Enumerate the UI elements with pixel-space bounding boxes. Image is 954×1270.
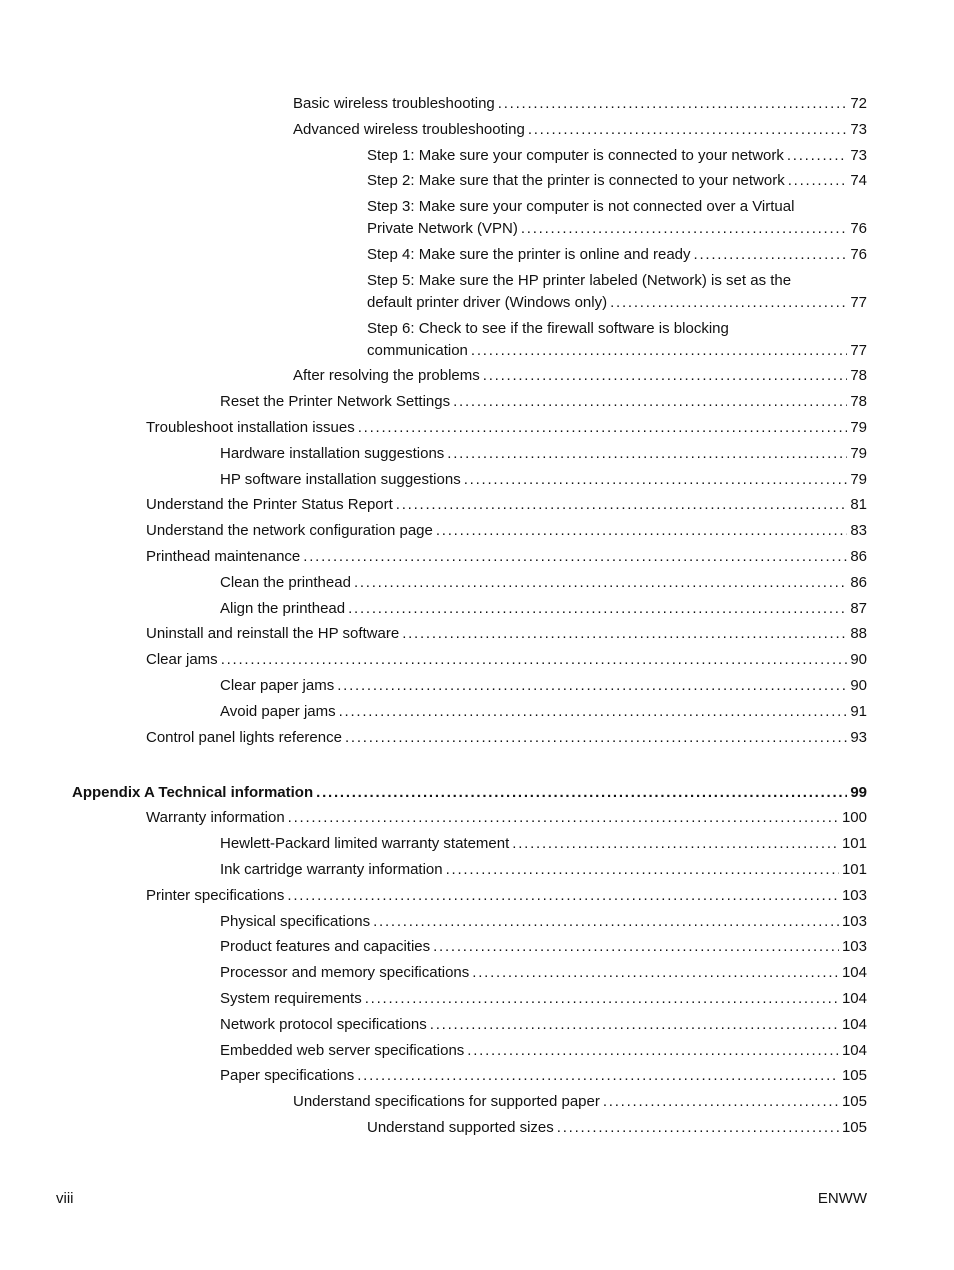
dot-leader xyxy=(348,598,847,620)
toc-entry-title: Align the printhead xyxy=(220,599,346,617)
toc-entry[interactable] xyxy=(146,649,867,671)
toc-page-number: 105 xyxy=(841,1118,867,1136)
toc-entry[interactable] xyxy=(220,833,867,855)
dot-leader xyxy=(287,885,839,907)
toc-page-number: 105 xyxy=(841,1067,867,1085)
toc-entry-title: Product features and capacities xyxy=(220,938,431,956)
dot-leader xyxy=(472,962,839,984)
toc-entry[interactable] xyxy=(220,598,867,620)
dot-leader xyxy=(528,119,848,141)
toc-entry-title: Step 1: Make sure your computer is connected to your network xyxy=(367,146,784,164)
toc-page-number: 81 xyxy=(850,496,867,514)
toc-entry[interactable] xyxy=(220,988,867,1010)
toc-page-number: 74 xyxy=(850,172,867,190)
dot-leader xyxy=(221,649,848,671)
toc-page-number: 104 xyxy=(841,964,867,982)
toc-page-number: 79 xyxy=(850,444,867,462)
toc-entry-title: HP software installation suggestions xyxy=(220,470,461,488)
dot-leader xyxy=(430,1014,839,1036)
dot-leader xyxy=(610,292,847,314)
dot-leader xyxy=(402,623,847,645)
toc-page-number: 73 xyxy=(850,120,867,138)
toc-entry[interactable] xyxy=(146,885,867,907)
toc-entry-title: Clean the printhead xyxy=(220,573,351,591)
toc-page-number: 99 xyxy=(850,783,867,801)
dot-leader xyxy=(521,218,847,240)
toc-entry-title: default printer driver (Windows only) xyxy=(367,293,608,311)
toc-page-number: 87 xyxy=(850,599,867,617)
toc-entry[interactable] xyxy=(293,93,867,115)
toc-entry-title: Paper specifications xyxy=(220,1067,355,1085)
toc-page-number: 77 xyxy=(850,341,867,359)
toc-entry[interactable] xyxy=(146,494,867,516)
toc-page-number: 93 xyxy=(850,728,867,746)
toc-entry[interactable] xyxy=(293,365,867,387)
toc-page-number: 79 xyxy=(850,418,867,436)
toc-page-number: 88 xyxy=(850,625,867,643)
dot-leader xyxy=(373,911,839,933)
dot-leader xyxy=(446,859,839,881)
dot-leader xyxy=(436,520,847,542)
toc-page-number: 90 xyxy=(850,651,867,669)
toc-entry[interactable] xyxy=(220,443,867,465)
toc-page-number: 104 xyxy=(841,1015,867,1033)
toc-entry[interactable] xyxy=(146,727,867,749)
toc-entry[interactable] xyxy=(367,244,867,266)
dot-leader xyxy=(557,1117,839,1139)
toc-entry-title: Clear paper jams xyxy=(220,676,335,694)
toc-page-number: 90 xyxy=(850,676,867,694)
page-number-footer: viii xyxy=(56,1190,74,1207)
toc-page-number: 101 xyxy=(841,835,867,853)
toc-page-number: 100 xyxy=(841,809,867,827)
toc-entry[interactable] xyxy=(220,469,867,491)
toc-page-number: 105 xyxy=(841,1093,867,1111)
dot-leader xyxy=(447,443,847,465)
dot-leader xyxy=(345,727,847,749)
toc-page-number: 76 xyxy=(850,220,867,238)
toc-entry-title: Appendix A Technical information xyxy=(72,783,314,801)
toc-entry-title: Physical specifications xyxy=(220,912,371,930)
toc-entry[interactable] xyxy=(367,196,867,240)
toc-entry[interactable] xyxy=(367,318,867,362)
toc-entry-title: Uninstall and reinstall the HP software xyxy=(146,625,400,643)
document-code-footer: ENWW xyxy=(817,1190,867,1207)
toc-entry[interactable] xyxy=(367,1117,867,1139)
toc-entry[interactable] xyxy=(220,675,867,697)
toc-entry[interactable] xyxy=(146,623,867,645)
dot-leader xyxy=(464,469,848,491)
toc-entry[interactable] xyxy=(220,859,867,881)
toc-entry-title-line: Step 6: Check to see if the firewall software is blocking xyxy=(367,319,729,337)
toc-entry-title: Understand the Printer Status Report xyxy=(146,496,393,514)
toc-entry-title: Printer specifications xyxy=(146,886,285,904)
toc-entry-title-line: Step 3: Make sure your computer is not connected over a Virtual xyxy=(367,198,795,216)
toc-entry-title: Hewlett-Packard limited warranty statement xyxy=(220,835,510,853)
toc-page-number: 78 xyxy=(850,393,867,411)
toc-entry-title: Hardware installation suggestions xyxy=(220,444,445,462)
toc-entry-title: Control panel lights reference xyxy=(146,728,342,746)
toc-page-number: 91 xyxy=(850,702,867,720)
toc-entry[interactable] xyxy=(146,520,867,542)
dot-leader xyxy=(354,572,847,594)
toc-entry-title: Advanced wireless troubleshooting xyxy=(293,120,525,138)
toc-entry-title-line: Step 5: Make sure the HP printer labeled (Network) is set as the xyxy=(367,271,792,289)
toc-entry-title: After resolving the problems xyxy=(293,367,480,385)
dot-leader xyxy=(694,244,848,266)
toc-entry-title: Ink cartridge warranty information xyxy=(220,860,443,878)
toc-page-number: 103 xyxy=(841,938,867,956)
toc-page-number: 73 xyxy=(850,146,867,164)
toc-page-number: 77 xyxy=(850,293,867,311)
dot-leader xyxy=(453,391,847,413)
toc-entry-title: Step 2: Make sure that the printer is connected to your network xyxy=(367,172,785,190)
dot-leader xyxy=(396,494,848,516)
toc-entry[interactable] xyxy=(367,270,867,314)
toc-entry-title: Basic wireless troubleshooting xyxy=(293,95,495,112)
toc-page-number: 78 xyxy=(850,367,867,385)
toc-page-number: 86 xyxy=(850,547,867,565)
toc-entry-title: Processor and memory specifications xyxy=(220,964,470,982)
toc-page-number: 101 xyxy=(841,860,867,878)
dot-leader xyxy=(512,833,839,855)
dot-leader xyxy=(433,936,839,958)
dot-leader xyxy=(467,1040,839,1062)
toc-page-number: 86 xyxy=(850,573,867,591)
toc-entry-title: Step 4: Make sure the printer is online and ready xyxy=(367,245,691,263)
dot-leader xyxy=(303,546,847,568)
dot-leader xyxy=(365,988,839,1010)
toc-entry-title: communication xyxy=(367,341,468,359)
toc-entry-title: Understand supported sizes xyxy=(367,1118,554,1136)
toc-entry[interactable] xyxy=(72,782,867,804)
toc-entry[interactable] xyxy=(367,170,867,192)
toc-entry[interactable] xyxy=(220,936,867,958)
toc-entry[interactable] xyxy=(220,391,867,413)
dot-leader xyxy=(483,365,848,387)
toc-entry[interactable] xyxy=(146,807,867,829)
toc-entry-title: Understand specifications for supported paper xyxy=(293,1093,600,1111)
toc-page-number: 104 xyxy=(841,1041,867,1059)
toc-entry-title: Private Network (VPN) xyxy=(367,220,518,238)
dot-leader xyxy=(316,782,847,804)
toc-entry[interactable] xyxy=(220,911,867,933)
toc-page-number: 76 xyxy=(850,245,867,263)
toc-page-number: 83 xyxy=(850,522,867,540)
toc-entry-title: Embedded web server specifications xyxy=(220,1041,465,1059)
dot-leader xyxy=(357,1065,839,1087)
toc-page-number: 72 xyxy=(850,95,867,112)
toc-entry-title: Network protocol specifications xyxy=(220,1015,427,1033)
toc-entry[interactable] xyxy=(220,1014,867,1036)
dot-leader xyxy=(787,145,847,167)
dot-leader xyxy=(603,1091,839,1113)
toc-entry-title: Printhead maintenance xyxy=(146,547,301,565)
toc-entry[interactable] xyxy=(220,1065,867,1087)
dot-leader xyxy=(358,417,848,439)
dot-leader xyxy=(339,701,848,723)
dot-leader xyxy=(337,675,847,697)
toc-entry[interactable] xyxy=(220,1040,867,1062)
toc-entry[interactable] xyxy=(293,1091,867,1113)
toc-entry[interactable] xyxy=(146,546,867,568)
toc-entry[interactable] xyxy=(293,119,867,141)
toc-entry[interactable] xyxy=(367,145,867,167)
toc-entry-title: Reset the Printer Network Settings xyxy=(220,393,451,411)
toc-page-number: 103 xyxy=(841,886,867,904)
dot-leader xyxy=(788,170,848,192)
dot-leader xyxy=(288,807,839,829)
toc-entry-title: Understand the network configuration page xyxy=(146,522,433,540)
toc-entry-title: Avoid paper jams xyxy=(220,702,336,720)
toc-entry-title: Warranty information xyxy=(146,809,285,827)
toc-entry-title: Troubleshoot installation issues xyxy=(146,418,355,436)
toc-page-number: 104 xyxy=(841,989,867,1007)
toc-entry[interactable] xyxy=(220,572,867,594)
toc-entry-title: System requirements xyxy=(220,989,362,1007)
toc-entry[interactable] xyxy=(220,962,867,984)
table-of-contents xyxy=(0,93,954,1143)
toc-page-number: 103 xyxy=(841,912,867,930)
toc-entry-title: Clear jams xyxy=(146,651,218,669)
toc-entry[interactable] xyxy=(220,701,867,723)
dot-leader xyxy=(471,340,847,362)
toc-entry[interactable] xyxy=(146,417,867,439)
toc-page-number: 79 xyxy=(850,470,867,488)
dot-leader xyxy=(498,93,848,115)
